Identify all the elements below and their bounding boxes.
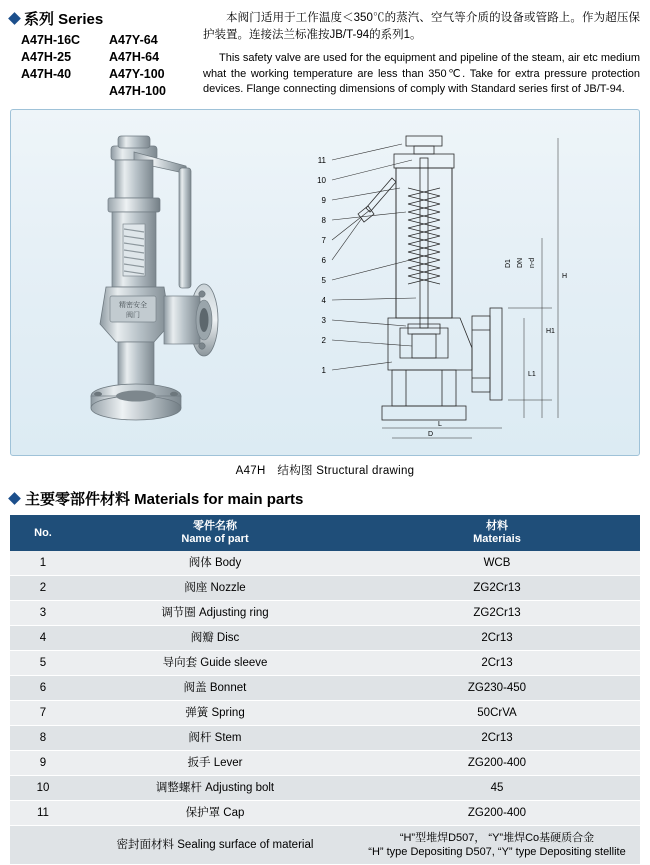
sealing-material-line1: “H”型堆焊D507， “Y”堆焊Co基硬质合金 bbox=[399, 832, 595, 844]
svg-text:D: D bbox=[428, 431, 434, 438]
model-code: A47H-25 bbox=[21, 50, 72, 64]
materials-section-title: 主要零部件材料 Materials for main parts bbox=[25, 491, 304, 508]
model-code: A47H-16C bbox=[21, 33, 81, 47]
cell-no: 3 bbox=[10, 601, 76, 626]
structural-drawing-svg bbox=[296, 118, 640, 448]
svg-text:D1: D1 bbox=[505, 259, 512, 268]
drawing-caption: A47H 结构图 Structural drawing bbox=[235, 465, 415, 477]
model-code: A47H-64 bbox=[109, 50, 160, 64]
svg-text:4: 4 bbox=[321, 296, 326, 305]
svg-text:H1: H1 bbox=[546, 328, 555, 335]
table-header bbox=[10, 515, 640, 551]
cell-material: ZG2Cr13 bbox=[354, 601, 640, 626]
column-header-name bbox=[76, 515, 354, 551]
cell-name: 导向套 Guide sleeve bbox=[76, 651, 354, 676]
description-block bbox=[195, 8, 640, 98]
table-row bbox=[10, 601, 640, 626]
diamond-bullet-icon bbox=[8, 492, 21, 505]
cell-no: 1 bbox=[10, 551, 76, 576]
cell-no: 4 bbox=[10, 626, 76, 651]
table-row bbox=[10, 726, 640, 751]
svg-text:5: 5 bbox=[321, 276, 326, 285]
svg-text:n-d: n-d bbox=[529, 257, 536, 268]
table-row bbox=[10, 676, 640, 701]
table-row bbox=[10, 776, 640, 801]
cell-name: 阀杆 Stem bbox=[76, 726, 354, 751]
technical-drawing bbox=[296, 118, 640, 448]
svg-text:H: H bbox=[562, 273, 568, 280]
svg-text:11: 11 bbox=[317, 156, 326, 165]
cell-no: 5 bbox=[10, 651, 76, 676]
table-row bbox=[10, 701, 640, 726]
cell-name: 阀盖 Bonnet bbox=[76, 676, 354, 701]
cell-no: 6 bbox=[10, 676, 76, 701]
cell-name: 调整螺杆 Adjusting bolt bbox=[76, 776, 354, 801]
svg-text:10: 10 bbox=[317, 176, 326, 185]
cell-no: 8 bbox=[10, 726, 76, 751]
model-code: A47H-100 bbox=[109, 84, 166, 98]
table-row bbox=[10, 626, 640, 651]
table-body bbox=[10, 551, 640, 865]
svg-text:DN: DN bbox=[517, 257, 524, 268]
table-row bbox=[10, 751, 640, 776]
svg-text:L: L bbox=[438, 421, 442, 428]
description-chinese: 本阀门适用于工作温度＜350℃的蒸汽、空气等介质的设备或管路上。作为超压保护装置。连接法兰标准按JB/T-94的系列1。 bbox=[203, 12, 640, 41]
cell-name: 阀瓣 Disc bbox=[76, 626, 354, 651]
svg-text:3: 3 bbox=[321, 316, 326, 325]
cell-no: 9 bbox=[10, 751, 76, 776]
cell-name: 弹簧 Spring bbox=[76, 701, 354, 726]
product-photo bbox=[36, 128, 286, 438]
cell-material: WCB bbox=[354, 551, 640, 576]
cell-name: 扳手 Lever bbox=[76, 751, 354, 776]
cell-material-sealing bbox=[354, 826, 640, 865]
materials-table bbox=[10, 515, 640, 865]
table-row bbox=[10, 551, 640, 576]
cell-material: ZG200-400 bbox=[354, 751, 640, 776]
valve-photo-svg bbox=[36, 128, 286, 438]
series-models-block bbox=[10, 8, 195, 100]
table-row-sealing bbox=[10, 826, 640, 865]
sealing-material-line2: “H” type Depositing D507, “Y” type Depositing stellite bbox=[368, 846, 626, 858]
cell-no-empty bbox=[10, 826, 76, 865]
column-header-material-en: Materiais bbox=[473, 533, 521, 545]
description-english: This safety valve are used for the equipment and pipeline of the steam, air etc medium what the working temperature are less than 350℃. Take for extra pressure protection devices. Flange connecting dimensions of comply with Standard series first of JB/T-94. bbox=[203, 52, 640, 95]
model-code: A47Y-100 bbox=[109, 67, 165, 81]
cell-name: 阀座 Nozzle bbox=[76, 576, 354, 601]
cell-material: ZG200-400 bbox=[354, 801, 640, 826]
cell-no: 2 bbox=[10, 576, 76, 601]
svg-text:L1: L1 bbox=[528, 371, 536, 378]
cell-no: 11 bbox=[10, 801, 76, 826]
cell-material: ZG2Cr13 bbox=[354, 576, 640, 601]
cell-no: 7 bbox=[10, 701, 76, 726]
svg-text:8: 8 bbox=[321, 216, 326, 225]
svg-text:2: 2 bbox=[321, 336, 326, 345]
column-header-material-cn: 材料 bbox=[486, 520, 508, 532]
model-code: A47Y-64 bbox=[109, 33, 158, 47]
table-row bbox=[10, 576, 640, 601]
column-header-name-cn: 零件名称 bbox=[193, 520, 237, 532]
cell-material: 2Cr13 bbox=[354, 726, 640, 751]
model-code bbox=[21, 83, 109, 100]
cell-name-sealing: 密封面材料 Sealing surface of material bbox=[76, 826, 354, 865]
cell-name: 阀体 Body bbox=[76, 551, 354, 576]
svg-text:阀门: 阀门 bbox=[126, 312, 140, 319]
svg-text:6: 6 bbox=[321, 256, 326, 265]
model-code: A47H-40 bbox=[21, 67, 72, 81]
header-section bbox=[10, 8, 640, 100]
series-title-row bbox=[10, 8, 195, 29]
svg-text:9: 9 bbox=[321, 196, 326, 205]
cell-material: 45 bbox=[354, 776, 640, 801]
table-header-row bbox=[10, 515, 640, 551]
diamond-bullet-icon bbox=[8, 12, 21, 25]
cell-name: 保护罩 Cap bbox=[76, 801, 354, 826]
cell-no: 10 bbox=[10, 776, 76, 801]
table-row bbox=[10, 801, 640, 826]
column-header-material bbox=[354, 515, 640, 551]
svg-text:精密安全: 精密安全 bbox=[119, 302, 147, 309]
column-header-no: No. bbox=[10, 515, 76, 551]
svg-text:1: 1 bbox=[321, 366, 326, 375]
materials-section-title-row bbox=[10, 488, 640, 509]
column-header-name-en: Name of part bbox=[181, 533, 249, 545]
series-title: 系列 Series bbox=[24, 11, 104, 28]
cell-material: ZG230-450 bbox=[354, 676, 640, 701]
cell-name: 调节圈 Adjusting ring bbox=[76, 601, 354, 626]
svg-text:7: 7 bbox=[321, 236, 326, 245]
drawing-panel bbox=[10, 109, 640, 456]
model-grid bbox=[10, 32, 195, 100]
cell-material: 2Cr13 bbox=[354, 651, 640, 676]
cell-material: 50CrVA bbox=[354, 701, 640, 726]
table-row bbox=[10, 651, 640, 676]
cell-material: 2Cr13 bbox=[354, 626, 640, 651]
